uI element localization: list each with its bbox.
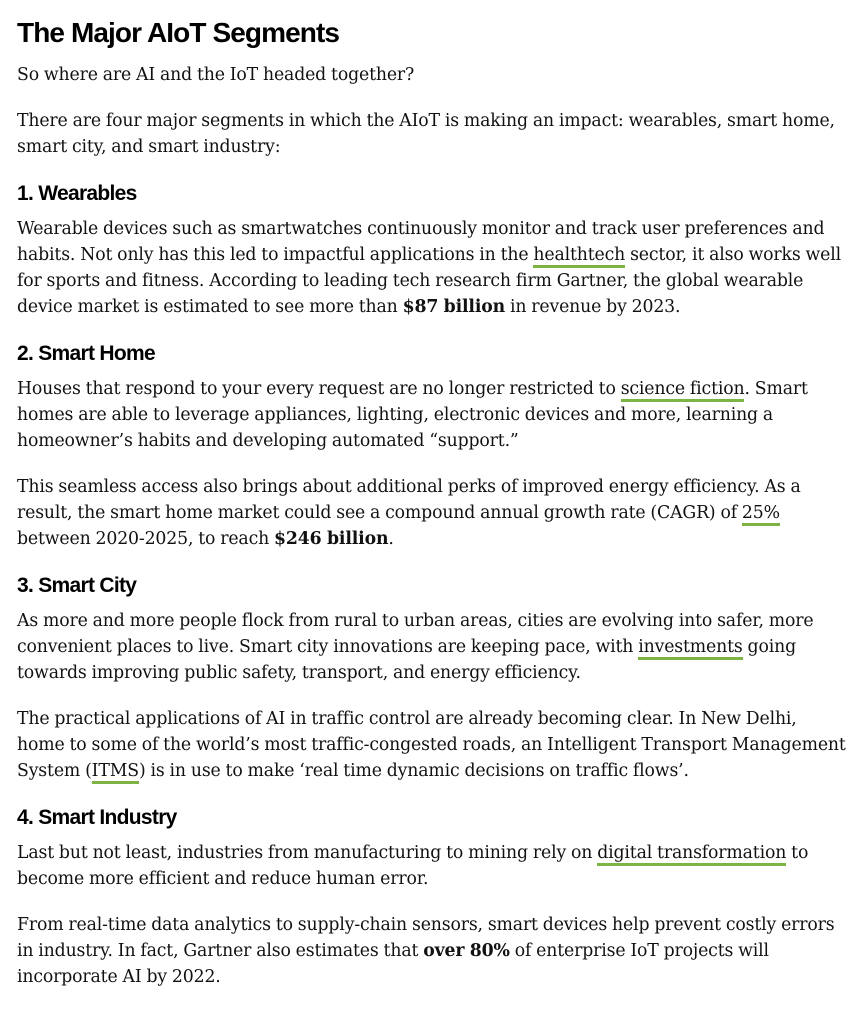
text: . Smart homes are able to leverage appliances, lighting, electronic devices and more, learning a homeowner’s habits and developing automated “support.” [17, 379, 808, 451]
link-science-fiction[interactable]: science fiction [621, 379, 745, 402]
article [17, 14, 849, 1010]
smart-city-paragraph-2 [17, 706, 849, 784]
wearables-paragraph [17, 216, 849, 320]
bold-value: over 80% [423, 941, 510, 961]
section-heading-smart-industry: 4. Smart Industry [17, 806, 177, 829]
link-healthtech[interactable]: healthtech [533, 245, 625, 268]
text: between 2020-2025, to reach [17, 529, 275, 549]
text: of enterprise IoT projects will incorporate AI by 2022. [17, 941, 769, 987]
text: The practical applications of AI in traffic control are already becoming clear. In New Delhi, home to some of the world’s most traffic-congested roads, an Intelligent Transport Management System ( [17, 709, 846, 781]
link-digital-transformation[interactable]: digital transformation [597, 843, 786, 866]
section-heading-smart-home: 2. Smart Home [17, 342, 155, 365]
intro-text: There are four major segments in which the AIoT is making an impact: wearables, smart home, smart city, and smart industry: [17, 111, 835, 157]
text: sector, it also works well for sports and fitness. According to leading tech research firm Gartner, the global wearable device market is estimated to see more than [17, 245, 841, 317]
smart-industry-paragraph-2 [17, 912, 849, 990]
link-investments[interactable]: investments [638, 637, 742, 660]
section-heading-smart-city: 3. Smart City [17, 574, 137, 597]
page-title: The Major AIoT Segments [17, 17, 340, 48]
smart-home-paragraph-2 [17, 474, 849, 552]
smart-industry-paragraph-1 [17, 840, 849, 892]
text: This seamless access also brings about additional perks of improved energy efficiency. As a result, the smart home market could see a compound annual growth rate (CAGR) of [17, 477, 801, 523]
text: From real-time data analytics to supply-chain sensors, smart devices help prevent costly errors in industry. In fact, Gartner also estimates that [17, 915, 835, 961]
smart-home-paragraph-1 [17, 376, 849, 454]
link-25-percent[interactable]: 25% [742, 503, 780, 526]
bold-value: $246 billion [274, 529, 389, 549]
text: Houses that respond to your every request are no longer restricted to [17, 379, 621, 399]
text: going towards improving public safety, transport, and energy efficiency. [17, 637, 796, 683]
bold-value: $87 billion [402, 297, 506, 317]
text: Last but not least, industries from manufacturing to mining rely on [17, 843, 598, 863]
link-itms[interactable]: ITMS [92, 761, 139, 784]
text: Wearable devices such as smartwatches continuously monitor and track user preferences and habits. Not only has this led to impactful applications in the [17, 219, 825, 265]
text: As more and more people flock from rural to urban areas, cities are evolving into safer, more convenient places to live. Smart city innovations are keeping pace, with [17, 611, 814, 657]
text: to become more efficient and reduce human error. [17, 843, 809, 889]
text: in revenue by 2023. [505, 297, 681, 317]
section-heading-wearables: 1. Wearables [17, 182, 137, 205]
intro-question: So where are AI and the IoT headed together? [17, 65, 415, 85]
text: . [388, 529, 394, 549]
text: ) is in use to make ‘real time dynamic decisions on traffic flows’. [138, 761, 689, 781]
smart-city-paragraph-1 [17, 608, 849, 686]
